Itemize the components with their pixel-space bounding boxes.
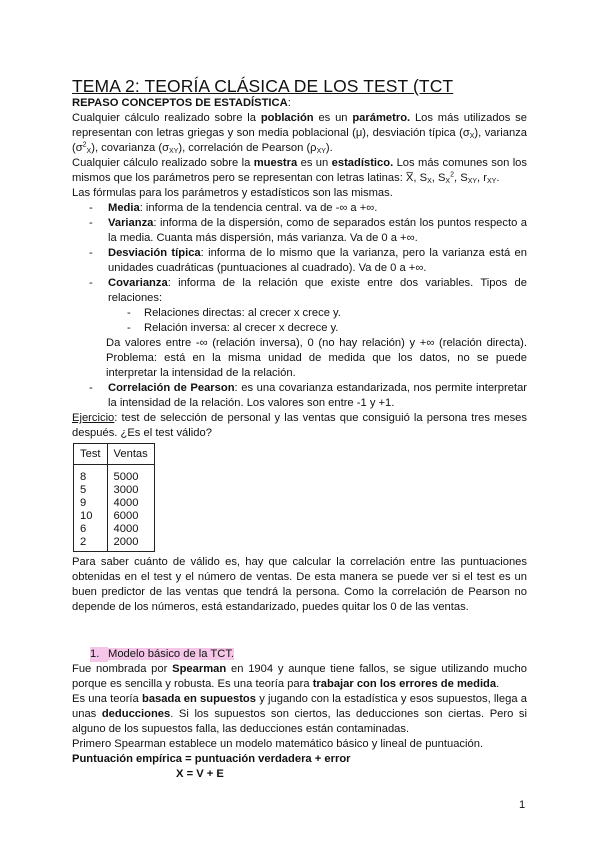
page-number: 1 xyxy=(519,799,526,811)
list-item-media: - Media: informa de la tendencia central. va de -∞ a +∞. xyxy=(108,201,527,216)
table-header-ventas: Ventas xyxy=(107,444,154,465)
list-item-desviacion: - Desviación típica: informa de lo mismo que la varianza, pero la varianza está en unidades cuadráticas (puntuaciones al cuadrado). Va de 0 a +∞. xyxy=(108,246,527,276)
section-heading-1 xyxy=(72,647,527,662)
exercise-explanation: Para saber cuánto de válido es, hay que calcular la correlación entre las puntuaciones obtenidas en el test y el número de ventas. De esta manera se puede ver si el test es un buen predictor de las ventas que tendrá la persona. Como la correlación de Pearson no depende de los números, está estandarizado, puedes quitar los 0 de las ventas. xyxy=(72,556,527,613)
concepts-list xyxy=(72,201,527,336)
section-subtitle: REPASO CONCEPTOS DE ESTADÍSTICA: xyxy=(72,97,291,109)
relation-types-list xyxy=(108,306,527,336)
list-item-inversa: - Relación inversa: al crecer x decrece y. xyxy=(144,321,527,336)
table-cell: 2 xyxy=(80,536,87,548)
ventas-column xyxy=(107,465,154,552)
list-item-directas: - Relaciones directas: al crecer x crece y. xyxy=(144,306,527,321)
table-cell: 4000 xyxy=(113,497,139,509)
exercise-statement: Ejercicio: test de selección de personal y las ventas que consiguió la persona tres meses después. ¿Es el test válido? xyxy=(72,412,527,439)
list-item-pearson: - Correlación de Pearson: es una covarianza estandarizada, nos permite interpretar la intensidad de la relación. Los valores son entre -1 y +1. xyxy=(108,381,527,411)
table-cell: 2000 xyxy=(113,536,139,548)
paragraph-estadistico: Cualquier cálculo realizado sobre la muestra es un estadístico. Los más comunes son los mismos que los parámetros pero se representan con letras latinas: X̅, $S_X$, $S_X^2$, $S_{XY}$, $r_{XY}$. xyxy=(72,157,527,185)
paragraph-modelo: Primero Spearman establece un modelo matemático básico y lineal de puntuación. xyxy=(72,738,484,750)
table-cell: 8 xyxy=(80,471,87,483)
formula-text: Puntuación empírica = puntuación verdadera + error xyxy=(72,753,351,765)
covarianza-note: Da valores entre -∞ (relación inversa), 0 (no hay relación) y +∞ (relación directa). Problema: está en la misma unidad de medida que los datos, no se puede interpretar la intensidad de la relación. xyxy=(106,337,527,379)
document-page xyxy=(72,76,527,782)
section-number: 1. xyxy=(90,647,108,662)
test-column xyxy=(74,465,108,552)
formula-equation: X = V + E xyxy=(176,768,224,780)
paragraph-supuestos: Es una teoría basada en supuestos y jugando con la estadística y esos supuestos, llega a unas deducciones. Si los supuestos son ciertos, las deducciones son ciertas. Pero si alguno de los supuestos falla, las deducciones están contaminadas. xyxy=(72,693,527,735)
page-title: TEMA 2: TEORÍA CLÁSICA DE LOS TEST (TCT xyxy=(72,76,454,96)
table-cell: 4000 xyxy=(113,523,139,535)
section-title: Modelo básico de la TCT. xyxy=(108,648,235,660)
table-cell: 10 xyxy=(80,510,93,522)
table-cell: 5000 xyxy=(113,471,139,483)
table-cell: 5 xyxy=(80,484,87,496)
table-cell: 3000 xyxy=(113,484,139,496)
paragraph-spearman: Fue nombrada por Spearman en 1904 y aunque tiene fallos, se sigue utilizando mucho porque es sencilla y robusta. Es una teoría para trabajar con los errores de medida. xyxy=(72,663,528,690)
exercise-table xyxy=(73,443,155,552)
paragraph-parametro: Cualquier cálculo realizado sobre la población es un parámetro. Los más utilizados se representan con letras griegas y son media poblacional (μ), desviación típica $(\sigma_X)$, varianza $(\sigma^2_X)$, covarianza $(\sigma_{XY})$, correlación de Pearson $(\rho_{XY})$. xyxy=(72,112,527,155)
list-item-covarianza: - Covarianza: informa de la relación que existe entre dos variables. Tipos de relaciones: - Relaciones directas: al crecer x crece y. - Relación inversa: al crecer x decrece y. xyxy=(108,276,527,336)
table-cell: 6000 xyxy=(113,510,139,522)
table-header-test: Test xyxy=(74,444,108,465)
list-item-varianza: - Varianza: informa de la dispersión, como de separados están los puntos respecto a la media. Cuanta más dispersión, más varianza. Va de 0 a +∞. xyxy=(108,216,527,246)
paragraph-formulas: Las fórmulas para los parámetros y estadísticos son las mismas. xyxy=(72,187,393,199)
subtitle-text: REPASO CONCEPTOS DE ESTADÍSTICA xyxy=(72,97,288,109)
table-cell: 6 xyxy=(80,523,87,535)
concepts-list-2 xyxy=(72,381,527,411)
table-cell: 9 xyxy=(80,497,87,509)
